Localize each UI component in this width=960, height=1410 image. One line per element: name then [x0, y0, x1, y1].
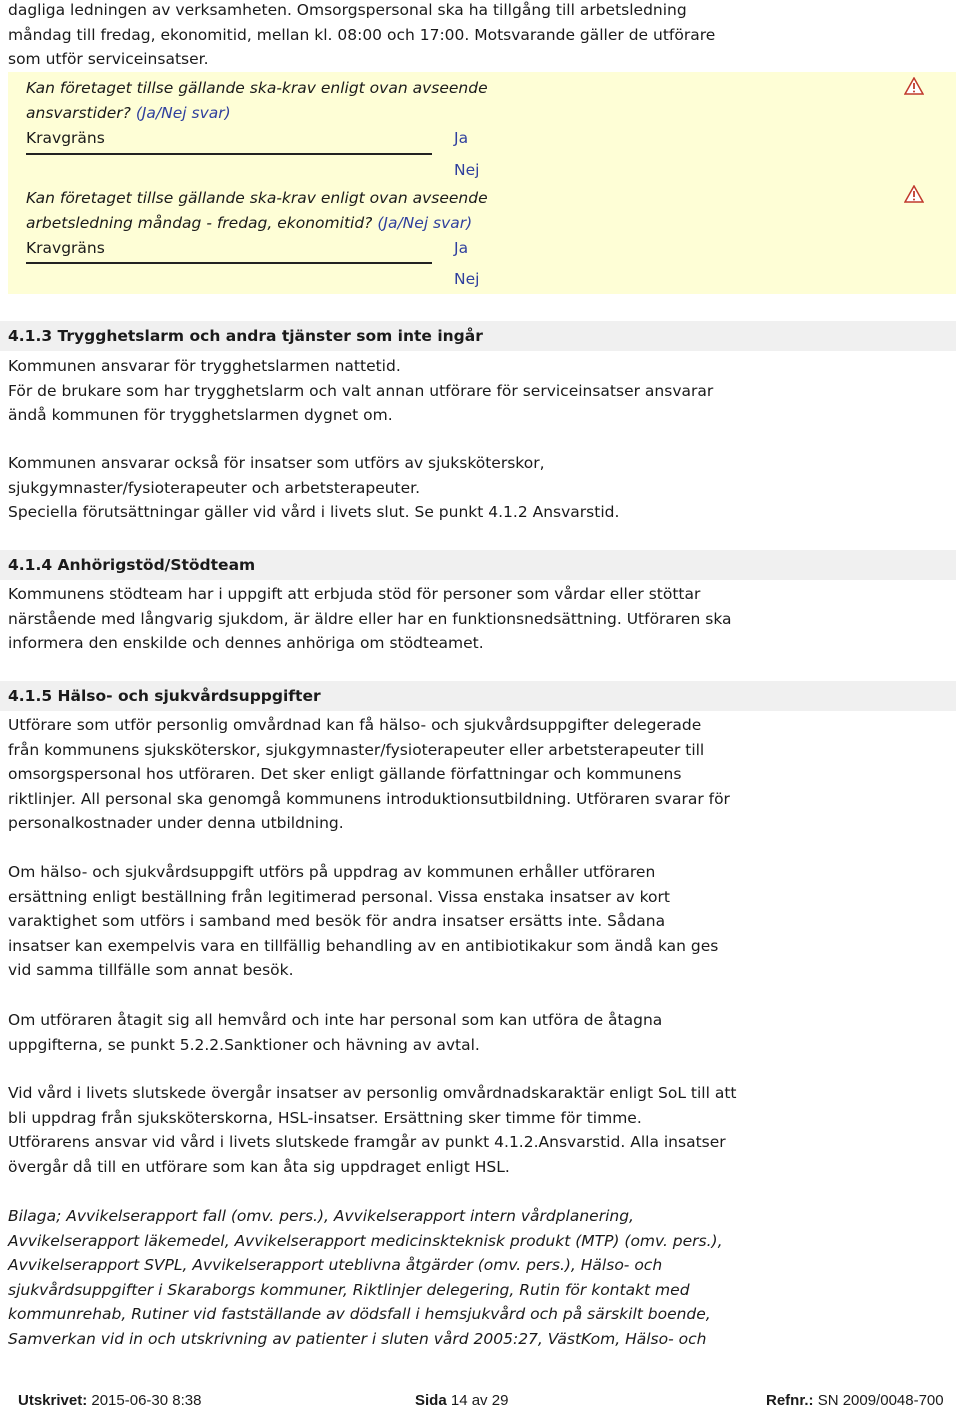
text-line: omsorgspersonal hos utföraren. Det sker enligt gällande författningar och kommunens [8, 765, 682, 784]
question-hint: (Ja/Nej svar) [135, 104, 231, 122]
text-line: Om utföraren åtagit sig all hemvård och inte har personal som kan utföra de åtagna [8, 1011, 663, 1029]
text-line: som utför serviceinsatser. [8, 50, 209, 69]
intro-paragraph [8, 0, 948, 72]
question-box [8, 72, 956, 294]
option-ja[interactable]: Ja [454, 239, 469, 257]
question-hint: (Ja/Nej svar) [377, 214, 473, 232]
section-paragraph [8, 713, 948, 836]
text-line: För de brukare som har trygghetslarm och valt annan utförare för serviceinsatser ansvarar [8, 381, 714, 400]
option-ja[interactable]: Ja [454, 129, 469, 147]
question-2-line-1: Kan företaget tillse gällande ska-krav enligt ovan avseende [26, 189, 488, 207]
text-line: sjukgymnaster/fysioterapeuter och arbetsterapeuter. [8, 478, 421, 497]
text-line: ändå kommunen för trygghetslarmen dygnet om. [8, 406, 393, 425]
text-line: Vid vård i livets slutskede övergår insatser av personlig omvårdnadskaraktär enligt SoL till att [8, 1084, 737, 1102]
option-nej[interactable]: Nej [454, 270, 480, 288]
section-heading: 4.1.4 Anhörigstöd/Stödteam [0, 550, 956, 580]
text-line: Utförare som utför personlig omvårdnad kan få hälso- och sjukvårdsuppgifter delegerade [8, 716, 702, 734]
kravgrans-label: Kravgräns [26, 239, 105, 257]
text-line: sjukvårdsuppgifter i Skaraborgs kommuner, Riktlinjer delegering, Rutin för kontakt med [8, 1280, 690, 1299]
text-line: kommunrehab, Rutiner vid fastställande av dödsfall i hemsjukvård och på särskilt boende, [8, 1305, 711, 1324]
section-paragraph [8, 354, 948, 428]
page-number: Sida 14 av 29 [415, 1392, 509, 1409]
section-heading: 4.1.3 Trygghetslarm och andra tjänster som inte ingår [0, 321, 956, 351]
text-line: Om hälso- och sjukvårdsuppgift utförs på uppdrag av kommunen erhåller utföraren [8, 863, 656, 881]
text-line: Kommunen ansvarar för trygghetslarmen nattetid. [8, 357, 401, 375]
section-paragraph [8, 582, 948, 656]
text-line: Samverkan vid in och utskrivning av patienter i sluten vård 2005:27, VästKom, Hälso- och [8, 1329, 707, 1348]
reference-number: Refnr.: SN 2009/0048-700 [766, 1392, 944, 1409]
text-line: från kommunens sjuksköterskor, sjukgymnaster/fysioterapeuter eller arbetsterapeuter till [8, 740, 705, 759]
section-paragraph [8, 1081, 948, 1179]
text-line: uppgifterna, se punkt 5.2.2.Sanktioner och hävning av avtal. [8, 1035, 480, 1054]
text-line: övergår då till en utförare som kan åta sig uppdraget enligt HSL. [8, 1157, 510, 1176]
warning-triangle-icon [904, 77, 926, 99]
text-line: Kommunen ansvarar också för insatser som utförs av sjuksköterskor, [8, 454, 545, 472]
page-footer [0, 1392, 960, 1410]
section-paragraph [8, 860, 948, 983]
text-line: personalkostnader under denna utbildning. [8, 814, 344, 833]
text-line: informera den enskilde och dennes anhöriga om stödteamet. [8, 634, 484, 653]
kravgrans-label: Kravgräns [26, 129, 105, 147]
text-line: bli uppdrag från sjuksköterskorna, HSL-insatser. Ersättning sker timme för timme. [8, 1108, 642, 1127]
text-line: riktlinjer. All personal ska genomgå kommunens introduktionsutbildning. Utföraren svarar för [8, 789, 730, 808]
text-line: Kommunens stödteam har i uppgift att erbjuda stöd för personer som vårdar eller stöttar [8, 585, 701, 603]
section-paragraph [8, 451, 948, 525]
section-heading: 4.1.5 Hälso- och sjukvårdsuppgifter [0, 681, 956, 711]
text-line: närstående med långvarig sjukdom, är äldre eller har en funktionsnedsättning. Utföraren ska [8, 609, 732, 628]
warning-triangle-icon [904, 185, 926, 207]
text-line: vid samma tillfälle som annat besök. [8, 961, 294, 980]
option-nej[interactable]: Nej [454, 161, 480, 179]
question-1-line-1: Kan företaget tillse gällande ska-krav enligt ovan avseende [26, 79, 488, 97]
text-line: Avvikelserapport läkemedel, Avvikelserapport medicinskteknisk produkt (MTP) (omv. pers.), [8, 1231, 723, 1250]
attachment-list [8, 1204, 948, 1352]
text-line: dagliga ledningen av verksamheten. Omsorgspersonal ska ha tillgång till arbetsledning [8, 1, 687, 19]
text-line: ersättning enligt beställning från legitimerad personal. Vissa enstaka insatser av kort [8, 887, 670, 906]
text-line: Utförarens ansvar vid vård i livets slutskede framgår av punkt 4.1.2.Ansvarstid. Alla insatser [8, 1133, 726, 1152]
text-line: Avvikelserapport SVPL, Avvikelserapport uteblivna åtgärder (omv. pers.), Hälso- och [8, 1256, 663, 1275]
text-line: Speciella förutsättningar gäller vid vård i livets slut. Se punkt 4.1.2 Ansvarstid. [8, 503, 620, 522]
kravgrans-underline [26, 153, 432, 155]
printed-date: Utskrivet: 2015-06-30 8:38 [18, 1392, 202, 1409]
kravgrans-underline [26, 262, 432, 264]
question-1-line-2: ansvarstider? (Ja/Nej svar) [26, 104, 231, 122]
text-line: Bilaga; Avvikelserapport fall (omv. pers.), Avvikelserapport intern vårdplanering, [8, 1207, 634, 1225]
text-line: måndag till fredag, ekonomitid, mellan kl. 08:00 och 17:00. Motsvarande gäller de utförare [8, 25, 716, 44]
question-2-line-2: arbetsledning måndag - fredag, ekonomitid? (Ja/Nej svar) [26, 214, 473, 232]
section-paragraph [8, 1008, 948, 1057]
text-line: varaktighet som utförs i samband med besök för andra insatser ersätts inte. Sådana [8, 912, 666, 931]
text-line: insatser kan exempelvis vara en tillfällig behandling av en antibiotikakur som ändå kan ges [8, 936, 719, 955]
